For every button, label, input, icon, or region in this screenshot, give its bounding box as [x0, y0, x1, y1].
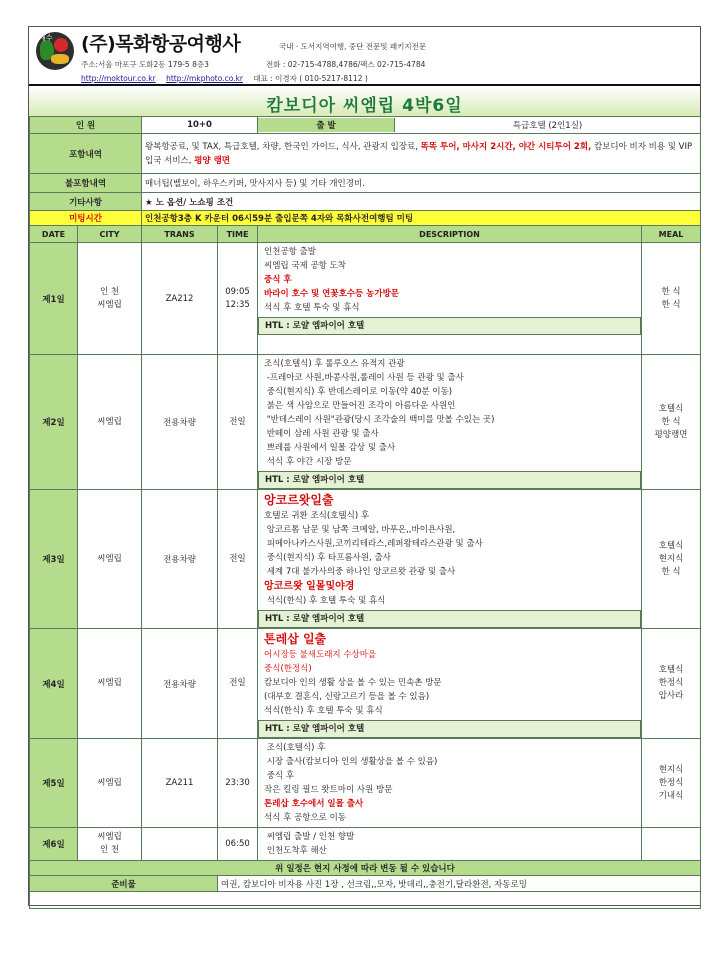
company-contact	[81, 59, 426, 70]
day-meals	[642, 739, 701, 828]
meal-item: 한 식	[661, 299, 681, 310]
time-value: 09:05	[225, 286, 250, 297]
day-meals	[642, 828, 701, 861]
description-line: 앙코르왓 일몰및야경	[264, 581, 355, 592]
day-city	[78, 739, 142, 828]
time-value: 06:50	[225, 838, 250, 849]
description-line: (대부호 결혼식, 신랑고르기 등을 볼 수 있음)	[264, 692, 430, 702]
description-line: 인천공항 출발	[264, 247, 316, 257]
day-meals	[642, 629, 701, 739]
day-transport: 전용차량	[142, 355, 218, 490]
day-description	[258, 828, 642, 861]
other-row	[30, 193, 701, 211]
time-value: 전일	[229, 678, 246, 688]
meal-item: 한정식	[658, 777, 684, 788]
prep-row	[30, 876, 701, 892]
included-highlight: 똑똑 투어, 마사지 2시간, 야간 시티투어 2회,	[420, 141, 592, 152]
itinerary-page	[28, 26, 701, 906]
day-city	[78, 243, 142, 355]
description-line: 씨엠립 출발 / 인천 향발	[264, 832, 355, 842]
city-name: 씨엠립	[97, 832, 122, 842]
hotel-info: HTL : 로얄 엠파이어 호텔	[258, 720, 641, 738]
company-address: 주소:서울 마포구 도화2동 179-5 8층3	[81, 60, 209, 69]
col-time: TIME	[218, 226, 258, 243]
day-row	[30, 490, 701, 629]
other-text: ★ 노 옵션/ 노쇼핑 조건	[142, 193, 701, 211]
logo-circle-shape	[54, 38, 68, 52]
city-name: 인 천	[99, 845, 120, 855]
description-line: 조식(호텔식) 후 롤루오스 유적지 관광	[264, 359, 405, 369]
description-line: 어시장등 불새도래지 수상마을	[264, 650, 377, 660]
column-header-row	[30, 226, 701, 243]
blank-cell	[30, 892, 701, 909]
people-row	[30, 117, 701, 134]
day-label: 제6일	[30, 828, 78, 861]
col-date: DATE	[30, 226, 78, 243]
day-meals	[642, 243, 701, 355]
people-label: 인 원	[30, 117, 142, 134]
hotel-info: HTL : 로얄 엠파이어 호텔	[258, 471, 641, 489]
company-links	[81, 73, 368, 84]
day-label: 제3일	[30, 490, 78, 629]
city-name: 씨엠립	[97, 299, 122, 310]
description-line: 피메아나카스사원,코끼리테라스,레퍼왕테라스관광 및 출사	[264, 539, 483, 549]
day-row	[30, 629, 701, 739]
description-line: 중식(현지식) 후 타프롬사원, 출사	[264, 553, 391, 563]
description-line: 씨엠립 국제 공항 도착	[264, 261, 347, 271]
hotel-info: HTL : 로얄 엠파이어 호텔	[258, 317, 641, 335]
description-line: -프레아코 사원,바콩사원,롤레이 사원 등 관광 및 출사	[264, 373, 464, 383]
day-meals	[642, 355, 701, 490]
description-line: 시장 출사(캄보디아 인의 생활상을 볼 수 있음)	[264, 757, 438, 767]
description-line: 세계 7대 불가사의중 하나인 앙코르왓 관광 및 출사	[264, 567, 456, 577]
departure-label: 출 발	[258, 118, 395, 132]
time-value: 12:35	[225, 299, 250, 310]
company-name: (주)목화항공여행사	[81, 33, 241, 55]
excluded-label: 불포함내역	[30, 174, 142, 193]
company-slogan: 국내 · 도서지역여행, 중단 전문및 패키지전문	[279, 42, 427, 51]
hotel-grade: 특급호텔 (2인1실)	[512, 121, 583, 131]
day-transport: 전용차량	[142, 629, 218, 739]
meeting-row	[30, 211, 701, 226]
description-line: 중식 후	[264, 275, 292, 285]
description-line: 호텔로 귀환 조식(호텔식) 후	[264, 511, 370, 521]
meal-item: 한정식	[658, 678, 684, 688]
description-line: 앙코르왓일출	[264, 493, 334, 507]
day-row	[30, 355, 701, 490]
meal-item: 기내식	[658, 790, 684, 801]
meal-item: 한 식	[661, 286, 681, 297]
day-time	[218, 629, 258, 739]
city-name: 씨엠립	[97, 777, 122, 788]
prep-label: 준비물	[30, 876, 218, 892]
meal-item: 한 식	[661, 416, 681, 427]
included-content	[142, 134, 701, 174]
meal-item: 한 식	[661, 566, 681, 577]
meal-item: 호텔식	[658, 540, 684, 551]
included-row	[30, 134, 701, 174]
description-line: 작은 킬링 필드 왓트마이 사원 방문	[264, 785, 393, 795]
description-line: 톤레삽 호수에서 일몰 출사	[264, 799, 364, 809]
logo-text: 재수	[39, 34, 53, 42]
description-line: 인천도착후 해산	[264, 846, 327, 856]
description-line: 캄보디아 인의 생활 상을 볼 수 있는 민속촌 방문	[264, 678, 442, 688]
city-name: 씨엠립	[97, 553, 122, 564]
day-time	[218, 355, 258, 490]
prep-text: 여권, 캄보디아 비자용 사진 1장 , 선크림,,모자, 밧데리,,충전기,달라환전, 자동로밍	[218, 876, 701, 892]
description-line: 붉은 색 사암으로 만들어진 조각이 아름다운 사원인	[264, 401, 456, 411]
day-row	[30, 739, 701, 828]
description-line: 조식(호텔식) 후	[264, 743, 326, 753]
ceo-contact: 대표 : 이경자 ( 010-5217-8112 )	[253, 74, 368, 83]
time-value: 전일	[229, 416, 246, 427]
description-line: 앙코르톰 남문 및 남쪽 크메알, 바푸온,,바이욘사원,	[264, 525, 456, 535]
description-line: 반떼이 삼레 사원 관광 및 출사	[264, 429, 379, 439]
description-line: 바라이 호수 및 연꽃호수등 농가방문	[264, 289, 400, 299]
city-name: 인 천	[99, 286, 120, 297]
time-value: 전일	[229, 553, 246, 564]
description-line: 쁘레룹 사원에서 일몰 감상 및 출사	[264, 443, 396, 453]
description-line: 톤레삽 일출	[264, 632, 327, 646]
meal-item: 호텔식	[658, 665, 684, 675]
day-label: 제1일	[30, 243, 78, 355]
day-label: 제2일	[30, 355, 78, 490]
day-city	[78, 355, 142, 490]
col-trans: TRANS	[142, 226, 218, 243]
day-transport: ZA211	[142, 739, 218, 828]
description-line: 석식 후 호텔 투숙 및 휴식	[264, 303, 360, 313]
website-link[interactable]: http://moktour.co.kr	[81, 74, 156, 83]
people-value: 10+0	[142, 117, 258, 134]
description-line: 중식(한정식)	[264, 664, 312, 674]
description-line: 석식 후 야간 시장 방문	[264, 457, 352, 467]
included-label: 포함내역	[30, 134, 142, 174]
day-label: 제4일	[30, 629, 78, 739]
logo-base-shape	[51, 54, 69, 64]
description-line: 석식 후 공항으로 이동	[264, 813, 347, 823]
day-time	[218, 490, 258, 629]
hotel-info: HTL : 로얄 엠파이어 호텔	[258, 610, 641, 628]
included-text-2: 캄보디아 비자 비용 및 VIP 입국 서비스,	[145, 141, 693, 166]
itinerary-table	[29, 116, 701, 909]
city-name: 씨엠립	[97, 416, 122, 427]
col-description: DESCRIPTION	[258, 226, 642, 243]
day-time	[218, 243, 258, 355]
description-line: 석식(한식) 후 호텔 투숙 및 휴식	[264, 706, 383, 716]
day-label: 제5일	[30, 739, 78, 828]
day-transport	[142, 828, 218, 861]
day-time	[218, 739, 258, 828]
day-row	[30, 243, 701, 355]
meal-item: 압사라	[658, 691, 684, 701]
blank-row	[30, 892, 701, 909]
company-phone-fax: 전화 : 02-715-4788,4786/팩스 02-715-4784	[266, 60, 426, 69]
day-description	[258, 739, 642, 828]
description-line: 석식(한식) 후 호텔 투숙 및 휴식	[264, 596, 386, 606]
day-meals	[642, 490, 701, 629]
meal-item: 현지식	[658, 553, 684, 564]
departure-subtable	[258, 118, 700, 132]
time-value: 23:30	[225, 777, 250, 788]
col-meal: MEAL	[642, 226, 701, 243]
notice-row	[30, 861, 701, 876]
description-line: 중식(현지식) 후 반데스레이로 이동(약 40분 이동)	[264, 387, 453, 397]
day-row	[30, 828, 701, 861]
day-description	[258, 243, 642, 355]
meal-item: 호텔식	[658, 403, 684, 414]
day-transport: ZA212	[142, 243, 218, 355]
description-line: 중식 후	[264, 771, 295, 781]
day-city	[78, 490, 142, 629]
tour-title: 캄보디아 씨엠립 4박6일	[266, 96, 463, 116]
included-highlight-2: 평양 랭면	[194, 155, 230, 166]
day-transport: 전용차량	[142, 490, 218, 629]
day-city	[78, 629, 142, 739]
day-description	[258, 355, 642, 490]
included-text: 왕복항공료, 및 TAX, 특급호텔, 차량, 한국인 가이드, 식사, 관광지 입장료,	[145, 141, 418, 152]
departure-hotel-cell	[258, 117, 701, 134]
city-name: 씨엠립	[97, 678, 122, 688]
col-city: CITY	[78, 226, 142, 243]
meeting-label: 미팅시간	[30, 211, 142, 226]
description-line: "반데스레이 사원"관광(당시 조각술의 백미를 맛볼 수있는 곳)	[264, 415, 495, 425]
schedule-notice: 위 일정은 현지 사정에 따라 변동 될 수 있습니다	[30, 861, 701, 876]
day-description	[258, 490, 642, 629]
meal-item: 현지식	[658, 764, 684, 775]
day-city	[78, 828, 142, 861]
day-description	[258, 629, 642, 739]
excluded-text: 매너팁(벨보이, 하우스키퍼, 맛사지사 등) 및 기타 개인경비.	[142, 174, 701, 193]
day-rows	[30, 243, 701, 861]
excluded-row	[30, 174, 701, 193]
meeting-text: 인천공항3층 K 카운터 06시59분 출입문쪽 4자와 목화사전여행팀 미팅	[142, 211, 701, 226]
photo-site-link[interactable]: http://mkphoto.co.kr	[166, 74, 243, 83]
company-logo	[36, 32, 74, 70]
other-label: 기타사항	[30, 193, 142, 211]
meal-item: 평양랭면	[654, 429, 688, 440]
day-time	[218, 828, 258, 861]
